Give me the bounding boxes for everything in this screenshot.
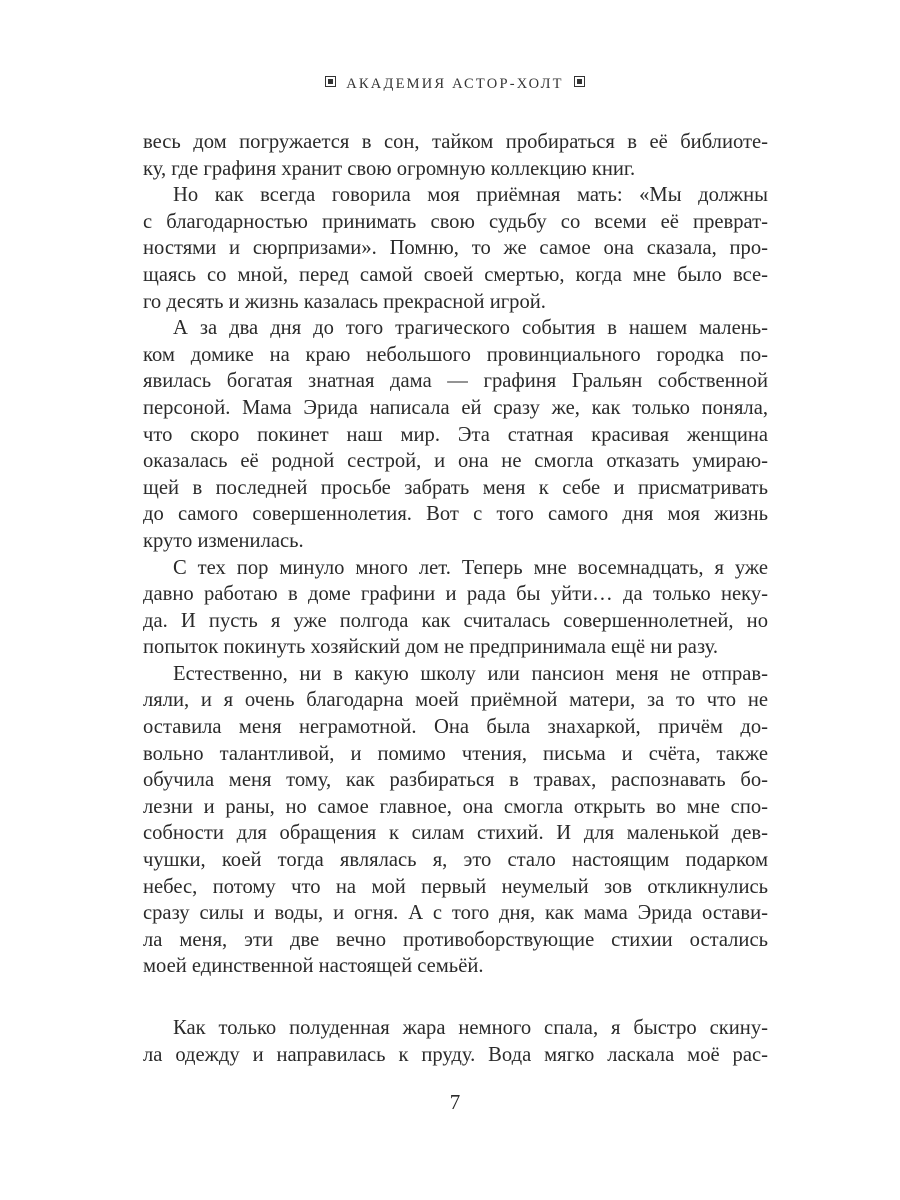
text-line: персоной. Мама Эрида написала ей сразу же, как только поняла, — [143, 396, 768, 419]
paragraph — [143, 129, 768, 182]
text-line: щаясь со мной, перед самой своей смертью, когда мне было все- — [143, 263, 768, 286]
running-header-title: АКАДЕМИЯ АСТОР-ХОЛТ — [346, 76, 564, 92]
text-line: ляли, и я очень благодарна моей приёмной матери, за то что не — [143, 689, 768, 712]
text-line: попыток покинуть хозяйский дом не предпринимала ещё ни разу. — [143, 636, 719, 659]
running-header — [0, 76, 900, 93]
text-line: оказалась её родной сестрой, и она не смогла отказать умираю- — [143, 450, 768, 473]
text-line: небес, потому что на мой первый неумелый зов откликнулись — [143, 875, 768, 898]
body-text — [143, 129, 768, 1068]
text-line: Но как всегда говорила моя приёмная мать: «Мы должны — [173, 184, 768, 207]
text-line: сразу силы и воды, и огня. А с того дня, как мама Эрида остави- — [143, 902, 768, 925]
text-line: ла меня, эти две вечно противоборствующие стихии остались — [143, 928, 768, 951]
text-line: круто изменилась. — [143, 529, 304, 552]
text-line: моей единственной настоящей семьёй. — [143, 955, 484, 978]
text-line: явилась богатая знатная дама — графиня Гральян собственной — [143, 370, 768, 393]
text-line: лезни и раны, но самое главное, она смогла открыть во мне спо- — [143, 795, 768, 818]
page-number: 7 — [449, 1090, 461, 1114]
text-line: Как только полуденная жара немного спала, я быстро скину- — [173, 1017, 768, 1039]
text-line: го десять и жизнь казалась прекрасной игрой. — [143, 290, 546, 313]
text-line: вольно талантливой, и помимо чтения, письма и счёта, также — [143, 742, 768, 765]
text-line: С тех пор минуло много лет. Теперь мне восемнадцать, я уже — [173, 556, 768, 579]
text-line: оставила меня неграмотной. Она была знахаркой, причём до- — [143, 716, 768, 739]
text-line: чушки, коей тогда являлась я, это стало настоящим подарком — [143, 849, 768, 872]
text-line: давно работаю в доме графини и рада бы уйти… да только неку- — [143, 583, 768, 606]
text-line: обучила меня тому, как разбираться в травах, распознавать бо- — [143, 769, 768, 792]
section-break — [143, 980, 768, 1015]
text-line: собности для обращения к силам стихий. И для маленькой дев- — [143, 822, 768, 845]
text-line: ностями и сюрпризами». Помню, то же самое она сказала, про- — [143, 237, 768, 260]
text-line: с благодарностью принимать свою судьбу со всеми её преврат- — [143, 210, 768, 233]
text-line: весь дом погружается в сон, тайком пробираться в её библиоте- — [143, 131, 768, 153]
paragraph — [143, 182, 768, 315]
text-line: что скоро покинет наш мир. Эта статная красивая женщина — [143, 423, 768, 446]
text-line: щей в последней просьбе забрать меня к себе и присматривать — [143, 476, 768, 499]
text-line: ком домике на краю небольшого провинциального городка по- — [143, 343, 768, 366]
text-line: ку, где графиня хранит свою огромную коллекцию книг. — [143, 157, 636, 180]
paragraph — [143, 1015, 768, 1068]
paragraph — [143, 315, 768, 554]
text-line: да. И пусть я уже полгода как считалась совершеннолетней, но — [143, 609, 768, 632]
text-line: до самого совершеннолетия. Вот с того самого дня моя жизнь — [143, 503, 768, 526]
paragraph — [143, 661, 768, 980]
text-line: Естественно, ни в какую школу или пансион меня не отправ- — [173, 662, 768, 685]
ornament-icon — [574, 76, 585, 87]
text-line: ла одежду и направилась к пруду. Вода мягко ласкала моё рас- — [143, 1043, 768, 1066]
text-line: А за два дня до того трагического события в нашем малень- — [173, 317, 768, 340]
paragraph — [143, 555, 768, 661]
ornament-icon — [325, 76, 336, 87]
